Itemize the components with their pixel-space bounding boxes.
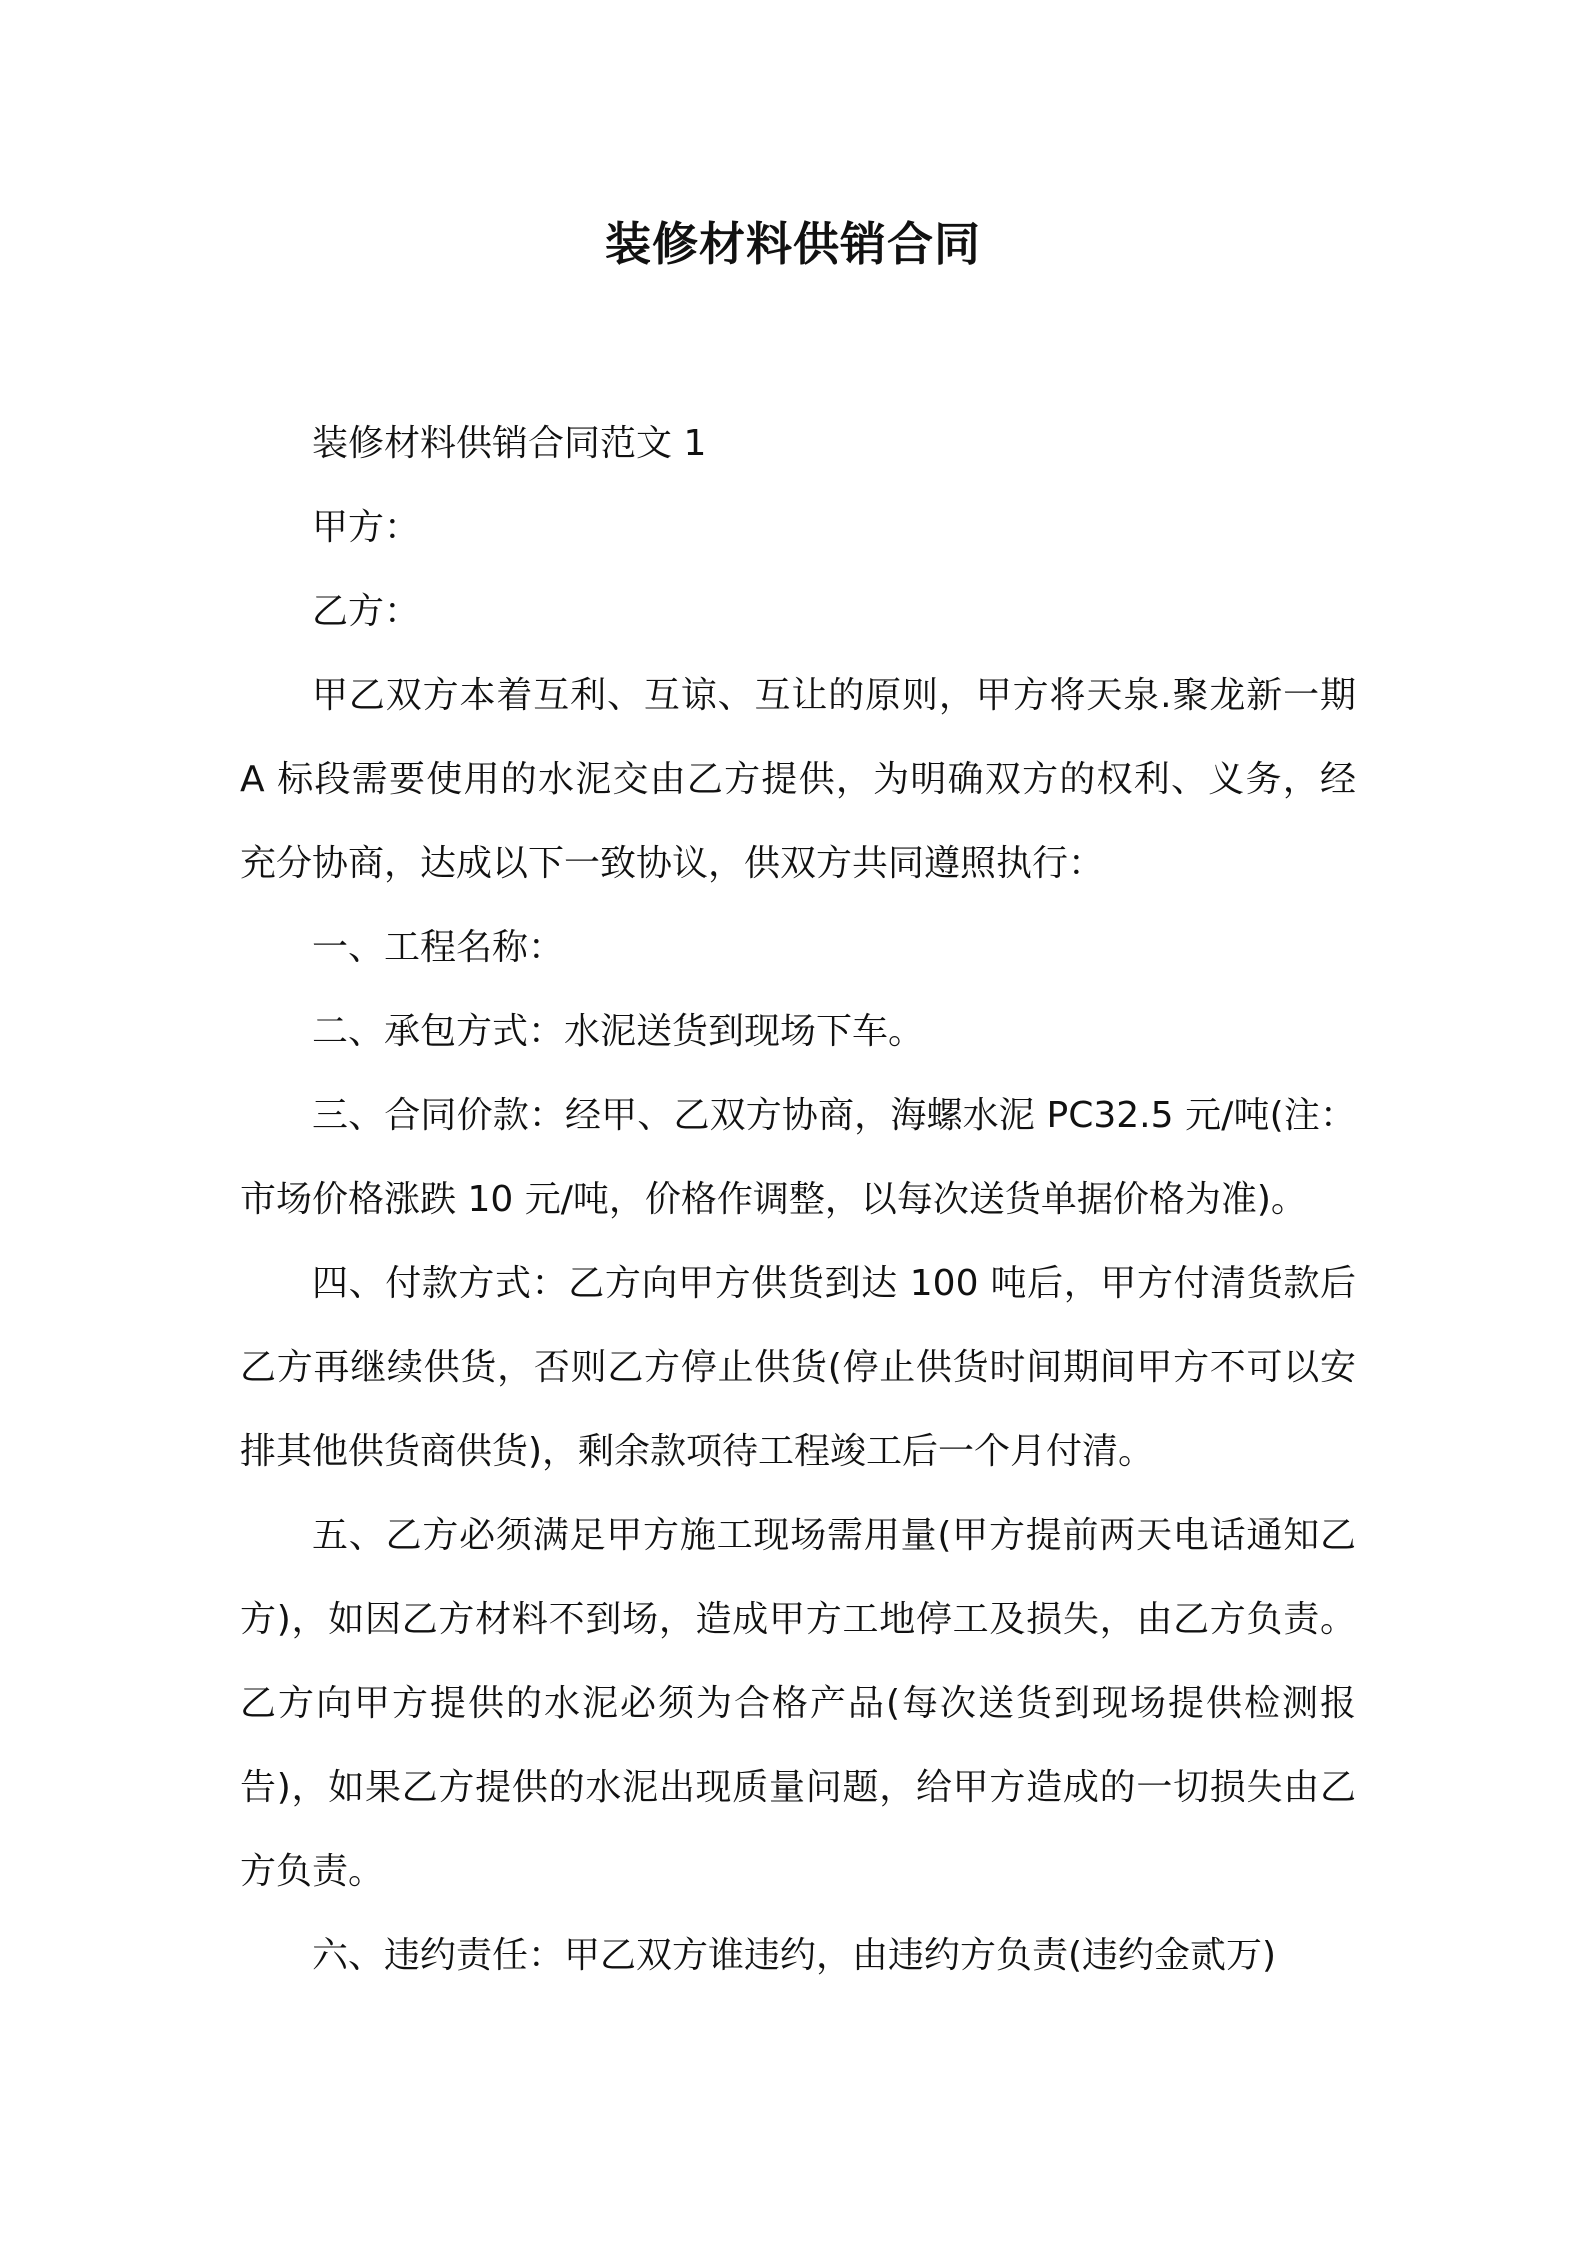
paragraph-clause-3: 三、合同价款：经甲、乙双方协商，海螺水泥 PC32.5 元/吨(注：市场价格涨跌 10 元/吨，价格作调整，以每次送货单据价格为准)。 (240, 1095, 1356, 1220)
paragraph-clause-4: 四、付款方式：乙方向甲方供货到达 100 吨后，甲方付清货款后乙方再继续供货，否则乙方停止供货(停止供货时间期间甲方不可以安排其他供货商供货)，剩余款项待工程竣工后一个月付清。 (240, 1263, 1356, 1472)
paragraph-preamble: 甲乙双方本着互利、互谅、互让的原则，甲方将天泉.聚龙新一期 A 标段需要使用的水泥交由乙方提供，为明确双方的权利、义务，经充分协商，达成以下一致协议，供双方共同遵照执行： (240, 675, 1356, 884)
paragraph-clause-2: 二、承包方式：水泥送货到现场下车。 (312, 1011, 925, 1052)
paragraph-party-b: 乙方： (312, 591, 421, 632)
paragraph-party-a: 甲方： (312, 507, 421, 548)
paragraph-heading-sample: 装修材料供销合同范文 1 (312, 423, 707, 464)
paragraph-clause-6: 六、违约责任：甲乙双方谁违约，由违约方负责(违约金贰万) (312, 1935, 1277, 1976)
paragraph-clause-1: 一、工程名称： (312, 927, 565, 968)
document-body (240, 402, 1356, 1998)
document-title: 装修材料供销合同 (605, 217, 981, 271)
paragraph-clause-5: 五、乙方必须满足甲方施工现场需用量(甲方提前两天电话通知乙方)，如因乙方材料不到场，造成甲方工地停工及损失，由乙方负责。乙方向甲方提供的水泥必须为合格产品(每次送货到现场提供检测报告)，如果乙方提供的水泥出现质量问题，给甲方造成的一切损失由乙方负责。 (240, 1515, 1356, 1892)
